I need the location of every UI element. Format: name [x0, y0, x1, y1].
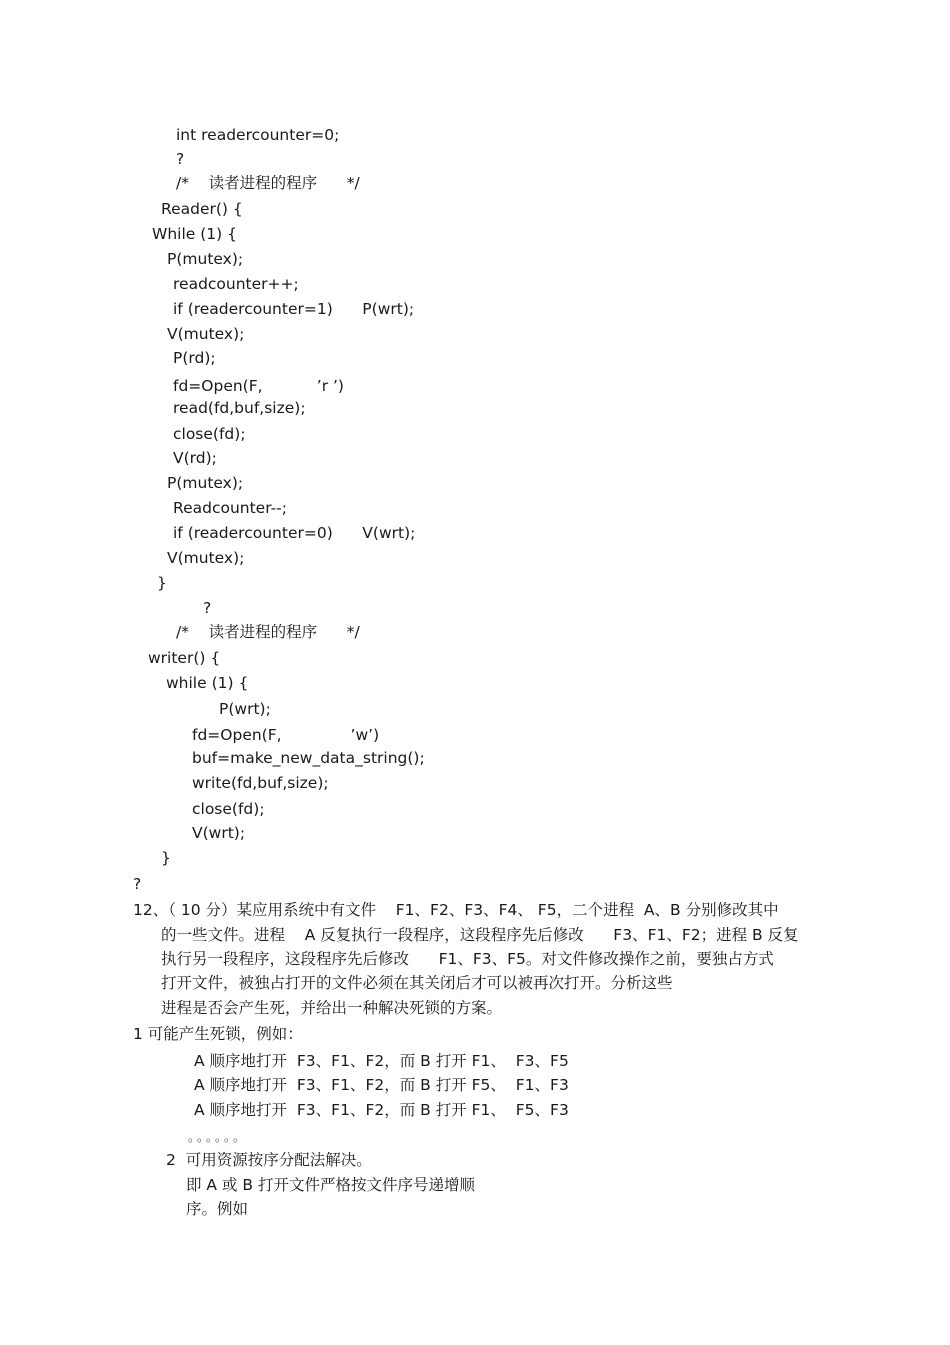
code-line: P(mutex); [167, 474, 244, 492]
code-line-reader-while: While (1) { [152, 225, 237, 243]
code-line: V(mutex); [167, 549, 245, 567]
ellipsis-dots: 。。。。。。 [188, 1130, 249, 1144]
code-line: if (readercounter=1) P(wrt); [173, 300, 415, 318]
code-line-reader-counter-decl: int readercounter=0; [176, 126, 340, 144]
code-line: P(wrt); [219, 700, 271, 718]
code-line: readcounter++; [173, 275, 299, 293]
code-line-close-brace: } [161, 849, 171, 867]
answer-text-line: 即 A 或 B 打开文件严格按文件序号递增顺 [186, 1176, 475, 1194]
question-text-line: 打开文件，被独占打开的文件必须在其关闭后才可以被再次打开。分析这些 [161, 974, 673, 992]
question-text-line: 12、（ 10 分）某应用系统中有文件 F1、F2、F3、F4、 F5，二个进程 A、B 分别修改其中 [133, 901, 779, 919]
code-line: V(wrt); [192, 824, 246, 842]
code-line-question-mark: ? [203, 599, 212, 617]
code-line: V(mutex); [167, 325, 245, 343]
code-line-question-mark: ? [133, 875, 142, 893]
code-line: if (readercounter=0) V(wrt); [173, 524, 416, 542]
code-comment-reader: /* 读者进程的程序 */ [176, 174, 360, 192]
code-line: write(fd,buf,size); [192, 774, 329, 792]
code-line: P(rd); [173, 349, 216, 367]
code-line-question-mark: ? [176, 150, 185, 168]
code-line-close-brace: } [157, 574, 167, 592]
code-line: P(mutex); [167, 250, 244, 268]
answer-heading: 1 可能产生死锁，例如： [133, 1025, 303, 1043]
code-line: Readcounter--; [173, 499, 288, 517]
answer-example: A 顺序地打开 F3、F1、F2，而 B 打开 F1、 F3、F5 [194, 1052, 569, 1070]
code-line: close(fd); [173, 425, 246, 443]
answer-text-line: 序。例如 [186, 1200, 249, 1218]
question-text-line: 进程是否会产生死，并给出一种解决死锁的方案。 [161, 999, 503, 1017]
question-text-line: 执行另一段程序，这段程序先后修改 F1、F3、F5。对文件修改操作之前，要独占方式 [161, 950, 774, 968]
code-line-reader-func: Reader() { [161, 200, 243, 218]
code-comment-writer: /* 读者进程的程序 */ [176, 623, 360, 641]
code-line-writer-while: while (1) { [166, 674, 249, 692]
answer-heading: 2 可用资源按序分配法解决。 [166, 1151, 372, 1169]
code-line: V(rd); [173, 449, 217, 467]
code-line-writer-func: writer() { [148, 649, 221, 667]
code-line: close(fd); [192, 800, 265, 818]
question-text-line: 的一些文件。进程 A 反复执行一段程序，这段程序先后修改 F3、F1、F2；进程 B 反复 [161, 926, 799, 944]
code-line: read(fd,buf,size); [173, 399, 306, 417]
code-line: fd=Open(F, ’w’) [192, 726, 380, 744]
answer-example: A 顺序地打开 F3、F1、F2，而 B 打开 F5、 F1、F3 [194, 1076, 569, 1094]
answer-example: A 顺序地打开 F3、F1、F2，而 B 打开 F1、 F5、F3 [194, 1101, 569, 1119]
code-line: fd=Open(F, ’r ’) [173, 377, 344, 395]
code-line: buf=make_new_data_string(); [192, 749, 425, 767]
